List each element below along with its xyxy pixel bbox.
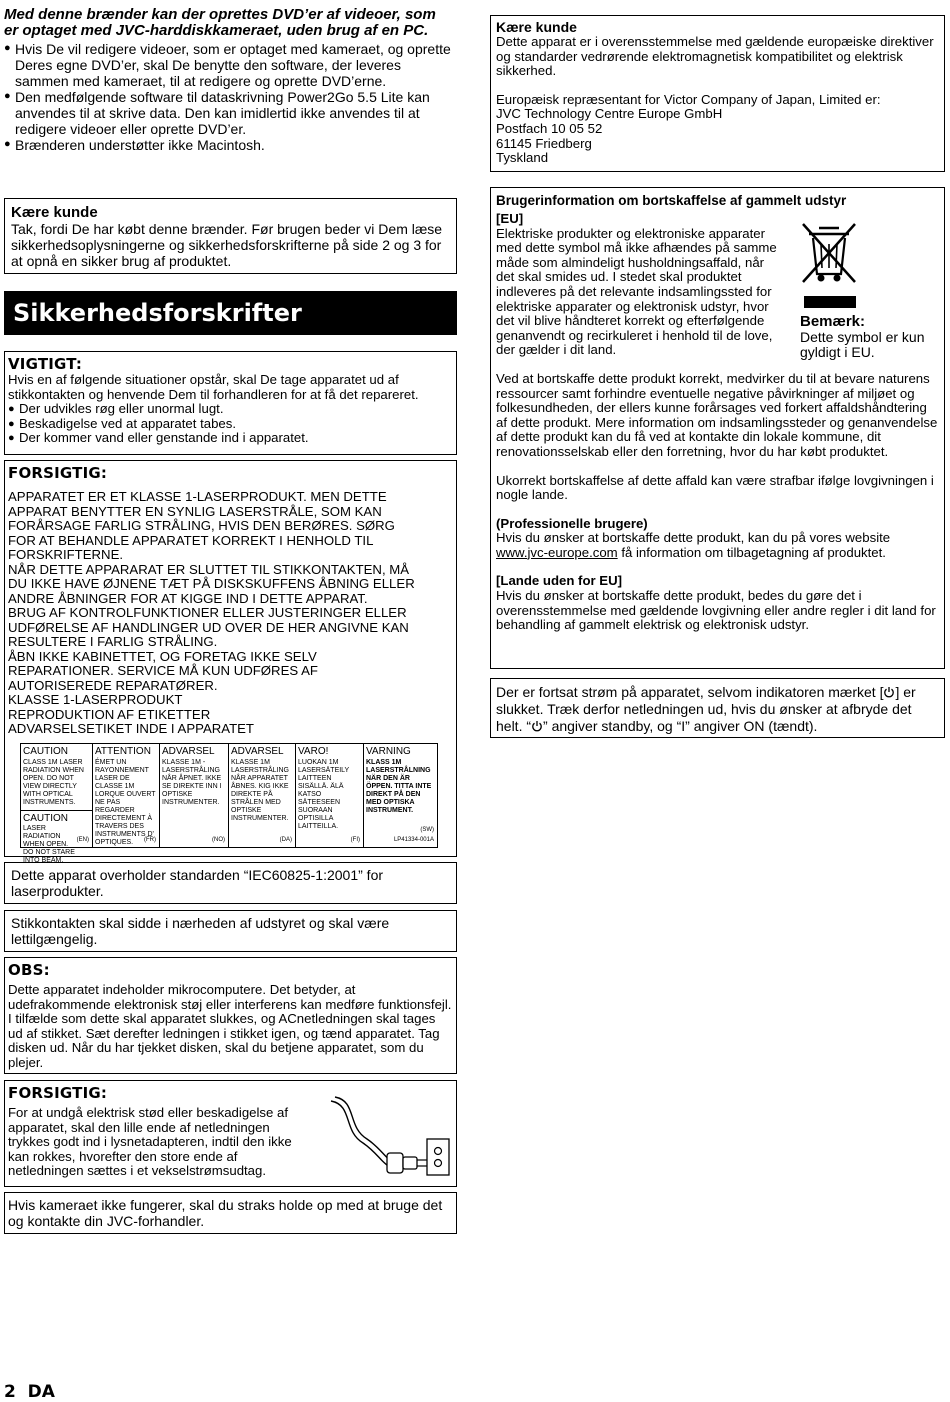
- label-col-en: CAUTION CLASS 1M LASER RADIATION WHEN OPEN. DO NOT VIEW DIRECTLY WITH OPTICAL INSTRUMENTS. CAUTION LASER RADIATION WHEN OPEN. DO NOT STARE INTO BEAM. (EN): [21, 744, 93, 847]
- obs-text: Dette apparatet indeholder mikrocomputere. Det betyder, at udefrakommende elektronisk støj eller interferens kan medføre funktionsfejl. I tilfælde som dette skal apparatet slukkes, og ACnetledningen skal tages ud af stikket. Sæt derefter ledningen i stikket igen, og tænd apparatet. Tag disken ud. Når du har tjekket disken, skal du betjene apparatet, som du plejer.: [8, 982, 452, 1070]
- vigtigt-text: Hvis en af følgende situationer opstår, skal De tage apparatet ud af stikkontakten og henvende Dem til forhandleren for at få det repareret.: [8, 372, 419, 402]
- camera-note: Hvis kameraet ikke fungerer, skal du straks holde op med at bruge det og kontakte din JVC-forhandler.: [4, 1192, 457, 1234]
- label-col-da: ADVARSEL KLASSE 1M LASERSTRÅLING NÅR APPARATET ÅBNES. KIG IKKE DIREKTE PÅ STRÅLEN MED OPTISKE INSTRUMENTER. (DA): [229, 744, 296, 847]
- vigtigt-bullet: ● Beskadigelse ved at apparatet tabes.: [8, 415, 237, 431]
- representative: Europæisk repræsentant for Victor Company of Japan, Limited er: JVC Technology Centre Europe GmbH Postfach 10 05 52 61145 Friedberg Tyskland: [496, 91, 881, 166]
- section-title: Sikkerhedsforskrifter: [4, 291, 457, 335]
- page-footer: 2 DA: [4, 1382, 55, 1402]
- intro-title: Med denne brænder kan der oprettes DVD’er af videoer, som er optaget med JVC-harddiskkameraet, uden brug af en PC.: [4, 6, 436, 39]
- iec-note: Dette apparat overholder standarden “IEC60825-1:2001” for laserprodukter.: [4, 862, 457, 904]
- socket-note: Stikkontakten skal sidde i nærheden af udstyret og skal være lettilgængelig.: [4, 910, 457, 952]
- forsigtig2-text: For at undgå elektrisk stød eller beskadigelse af apparatet, skal den lille ende af netledningen trykkes godt ind i lysnetadapteren, indtil den ikke kan rokkes, hvorefter den store ende af netledningen sættes i et vekselstrømsudtag.: [8, 1105, 292, 1179]
- standby-power-icon: [531, 720, 543, 732]
- intro-bullet: ● Hvis De vil redigere videoer, som er optaget med kameraet, og oprette Deres egne DVD’er, skal De benytte den software, der leveres sammen med kameraet, til at redigere og oprette DVD’erne.: [4, 41, 451, 89]
- disposal-heading: Brugerinformation om bortskaffelse af gammelt udstyr: [496, 193, 847, 208]
- note-block: [800, 314, 940, 360]
- kaere-kunde-left: [4, 198, 457, 274]
- pro-heading: (Professionelle brugere): [496, 515, 648, 531]
- forsigtig-heading: FORSIGTIG:: [8, 464, 108, 482]
- vigtigt-heading: VIGTIGT:: [8, 355, 83, 373]
- label-col-fr: ATTENTION ÉMET UN RAYONNEMENT LASER DE CLASSE 1M LORQUE OUVERT NE PAS REGARDER DIRECTEMENT À TRAVERS DES INSTRUMENTS D' OPTIQUES. (FR): [93, 744, 160, 847]
- eu-heading: [EU]: [496, 211, 524, 226]
- label-col-sw: VARNING KLASS 1M LASERSTRÅLNING NÄR DEN ÄR ÖPPEN. TITTA INTE DIREKT PÅ DEN MED OPTISKA INSTRUMENT. (SW) LP41334-001A: [366, 746, 434, 843]
- eu-text: Elektriske produkter og elektroniske apparater med dette symbol må ikke afhændes på samme måde som almindeligt husholdningsaffald, når det skal smides ud. I stedet skal produktet indleveres på det relevante indsamlingssted for elektriske apparater og elektronisk udstyr, hvor det vil blive håndteret korrekt og efterfølgende genanvendt og recirkuleret i henhold til de love, der gælder i dit land.: [496, 225, 777, 358]
- label-col-fi: VARO! LUOKAN 1M LASERSÄTEILY LAITTEEN SISÄLLÄ. ÄLÄ KATSO SÄTEESEEN SUORAAN OPTISILLA LAITTEILLA. (FI): [296, 744, 364, 847]
- forsigtig-lines: APPARATET ER ET KLASSE 1-LASERPRODUKT. MEN DETTE APPARAT BENYTTER EN SYNLIG LASERSTRÅLE, SOM KAN FORÅRSAGE FARLIG STRÅLING, HVIS DEN BERØRES. SØRG FOR AT BEHANDLE APPARATET KORREKT I HENHOLD TIL FORSKRIFTERNE. NÅR DETTE APPARARAT ER SLUTTET TIL STIKKONTAKTEN, MÅ DU IKKE HAVE ØJNENE TÆT PÅ DISKSKUFFENS ÅBNING ELLER ANDRE ÅBNINGER FOR AT KIGGE IND I DETTE APPARAT. BRUG AF KONTROLFUNKTIONER ELLER JUSTERINGER ELLER UDFØRELSE AF HANDLINGER UD OVER DE HER ANGIVNE KAN RESULTERE I FARLIG STRÅLING. ÅBN IKKE KABINETTET, OG FORETAG IKKE SELV REPARATIONER. SERVICE MÅ KUN UDFØRES AF AUTORISEREDE REPARATØRER. KLASSE 1-LASERPRODUKT REPRODUKTION AF ETIKETTER ADVARSELSETIKET INDE I APPARATET: [8, 489, 415, 736]
- power-note: Der er fortsat strøm på apparatet, selvom indikatoren mærket [ ] er slukket. Træk derfor netledningen ud, hvis du ønsker at afbryde det helt. “ ” angiver standby, og “I” angiver ON (tændt).: [490, 678, 945, 738]
- non-eu-text: Hvis du ønsker at bortskaffe dette produkt, bedes du gøre det i overensstemmelse med gældende lovgivning eller andre regler i dit land for behandling af gammelt elektrisk og elektronisk udstyr.: [496, 588, 936, 633]
- power-cord-adapter-illustration: [327, 1087, 452, 1179]
- disposal-box: [490, 187, 945, 669]
- disposal-p3: Ukorrekt bortskaffelse af dette affald kan være strafbar ifølge lovgivningen i nogle lande.: [496, 472, 934, 503]
- disposal-p2: Ved at bortskaffe dette produkt korrekt, medvirker du til at bevare naturens ressourcer samt forhindre eventuelle negative påvirkninger af miljøet og folkesundheden, der ellers kunne forårsages ved forkert affaldshåndtering af dette produkt. Mere information om indsamlingssteder og genanvendelse af dette produkt kan du få ved at kontakte din lokale kommune, dit renovationsselskab eller den forretning, hvor du har købt produktet.: [496, 370, 938, 459]
- vigtigt-bullet: ● Der udvikles røg eller unormal lugt.: [8, 401, 224, 417]
- kaere-kunde-heading: Kære kunde: [11, 204, 98, 221]
- vigtigt-bullet: ● Der kommer vand eller genstande ind i apparatet.: [8, 430, 309, 446]
- obs-heading: OBS:: [8, 961, 50, 979]
- intro-bullet: ● Brænderen understøtter ikke Macintosh.: [4, 137, 265, 153]
- forsigtig2-heading: FORSIGTIG:: [8, 1084, 108, 1102]
- kaere-kunde-right-text: Dette apparat er i overensstemmelse med gældende europæiske direktiver og standarder vedrørende elektromagnetisk kompatibilitet og elektrisk sikkerhed.: [496, 34, 934, 79]
- kaere-kunde-text: Tak, fordi De har købt denne brænder. Før brugen beder vi Dem læse sikkerhedsoplysningerne og sikkerhedsforskrifterne på side 2 og 3 for at opnå en sikker brug af produktet.: [11, 221, 443, 269]
- kaere-kunde-right: [490, 15, 945, 172]
- non-eu-heading: [Lande uden for EU]: [496, 573, 623, 589]
- intro-bullet: ● Den medfølgende software til dataskrivning Power2Go 5.5 Lite kan anvendes til at skrive data. Den kan imidlertid ikke anvendes til at redigere videoer eller oprette DVD’er.: [4, 89, 430, 137]
- weee-bar: [804, 296, 856, 308]
- obs-box: [4, 957, 457, 1074]
- vigtigt-box: [4, 351, 457, 455]
- forsigtig2-box: [4, 1080, 457, 1187]
- on-symbol: I: [681, 718, 686, 734]
- standby-power-icon: [883, 686, 895, 698]
- weee-bin-icon: [799, 218, 859, 286]
- laser-warning-label: [20, 743, 438, 864]
- pro-text: Hvis du ønsker at bortskaffe dette produkt, kan du på vores website www.jvc-europe.com få information om tilbagetagning af produktet.: [496, 530, 891, 560]
- jvc-europe-link[interactable]: www.jvc-europe.com: [496, 544, 618, 560]
- note-heading: Bemærk:: [800, 313, 866, 330]
- label-col-no: ADVARSEL KLASSE 1M -LASERSTRÅLING NÅR ÅPNET. IKKE SE DIREKTE INN I OPTISKE INSTRUMENTER. (NO): [160, 744, 229, 847]
- note-text: Dette symbol er kun gyldigt i EU.: [800, 329, 925, 360]
- kaere-kunde-right-heading: Kære kunde: [496, 19, 577, 35]
- intro: [4, 7, 454, 153]
